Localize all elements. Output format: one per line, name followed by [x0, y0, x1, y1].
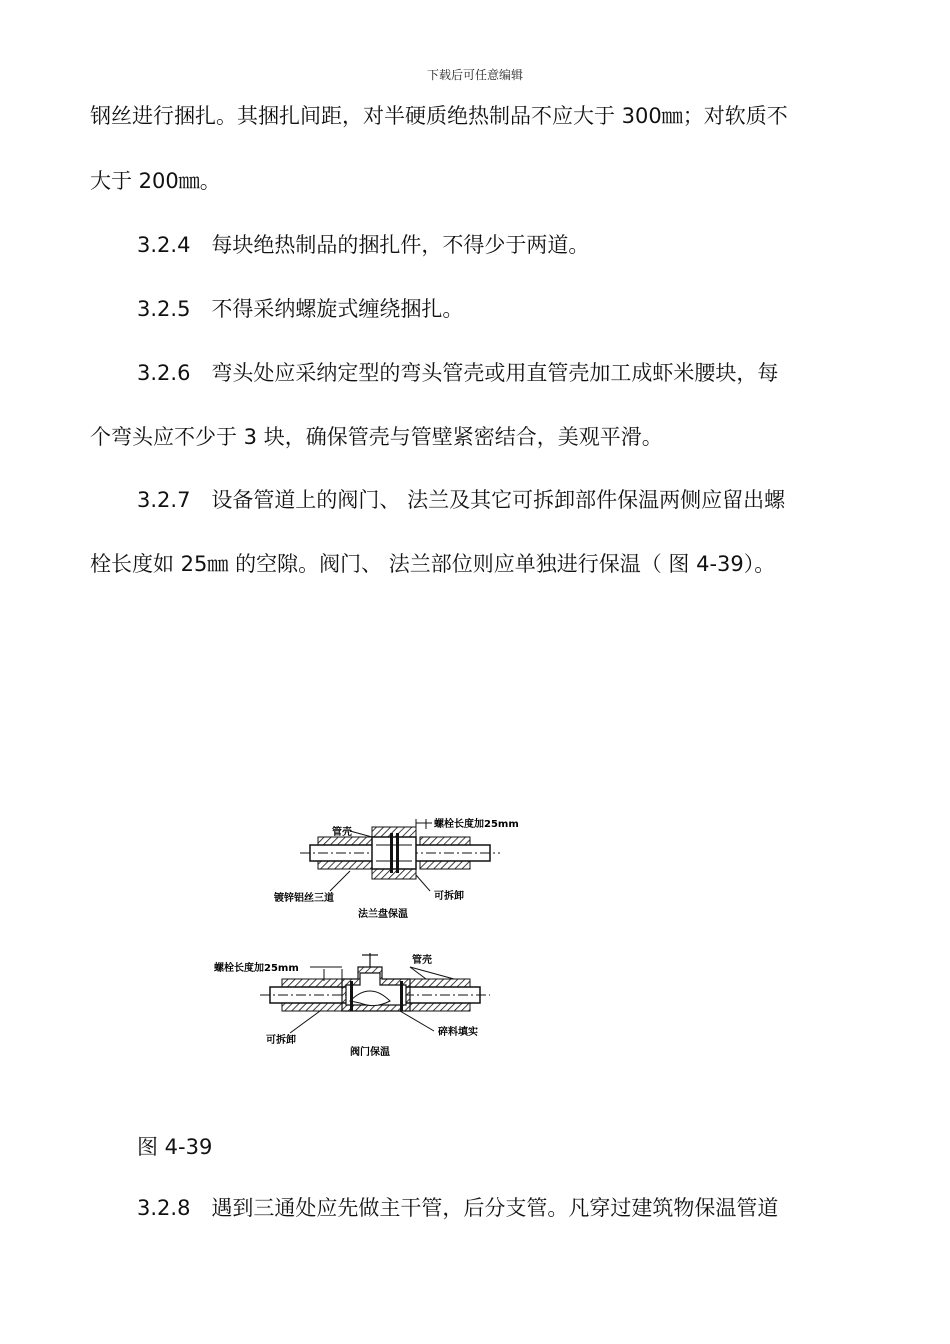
label-shell-top: 管壳 [332, 827, 352, 838]
paragraph-line-1: 钢丝进行捆扎。其捆扎间距，对半硬质绝热制品不应大于 300㎜；对软质不 [90, 104, 788, 128]
page-header: 下载后可任意编辑 [426, 68, 523, 82]
paragraph-3-2-4: 3.2.4 每块绝热制品的捆扎件，不得少于两道。 [137, 233, 590, 257]
paragraph-3-2-5: 3.2.5 不得采纳螺旋式缠绕捆扎。 [137, 297, 464, 321]
figure-4-39 [200, 805, 540, 1065]
flange-insulation-drawing [273, 817, 519, 920]
label-shell-bottom: 管壳 [412, 955, 432, 966]
title-valve: 阀门保温 [350, 1047, 390, 1058]
label-removable-top: 可拆卸 [434, 891, 464, 902]
figure-caption: 图 4-39 [137, 1135, 213, 1159]
label-fill-bottom: 碎料填实 [438, 1027, 478, 1038]
insulation-diagram [200, 805, 540, 1065]
paragraph-line-2: 大于 200㎜。 [90, 169, 221, 193]
paragraph-3-2-6-line-2: 个弯头应不少于 3 块，确保管壳与管壁紧密结合，美观平滑。 [90, 425, 663, 449]
paragraph-3-2-8: 3.2.8 遇到三通处应先做主干管，后分支管。凡穿过建筑物保温管道 [137, 1196, 779, 1220]
valve-insulation-drawing [214, 953, 490, 1058]
paragraph-3-2-7-line-2: 栓长度如 25㎜ 的空隙。阀门、 法兰部位则应单独进行保温（ 图 4-39）。 [90, 552, 776, 576]
title-flange: 法兰盘保温 [358, 909, 408, 920]
label-wire-top: 镀锌铝丝三道 [274, 893, 334, 904]
paragraph-3-2-7-line-1: 3.2.7 设备管道上的阀门、 法兰及其它可拆卸部件保温两侧应留出螺 [137, 488, 786, 512]
label-removable-bottom: 可拆卸 [266, 1035, 296, 1046]
label-bolt-top: 螺栓长度加25mm [434, 819, 519, 830]
label-bolt-bottom: 螺栓长度加25mm [214, 963, 299, 974]
paragraph-3-2-6-line-1: 3.2.6 弯头处应采纳定型的弯头管壳或用直管壳加工成虾米腰块，每 [137, 361, 779, 385]
